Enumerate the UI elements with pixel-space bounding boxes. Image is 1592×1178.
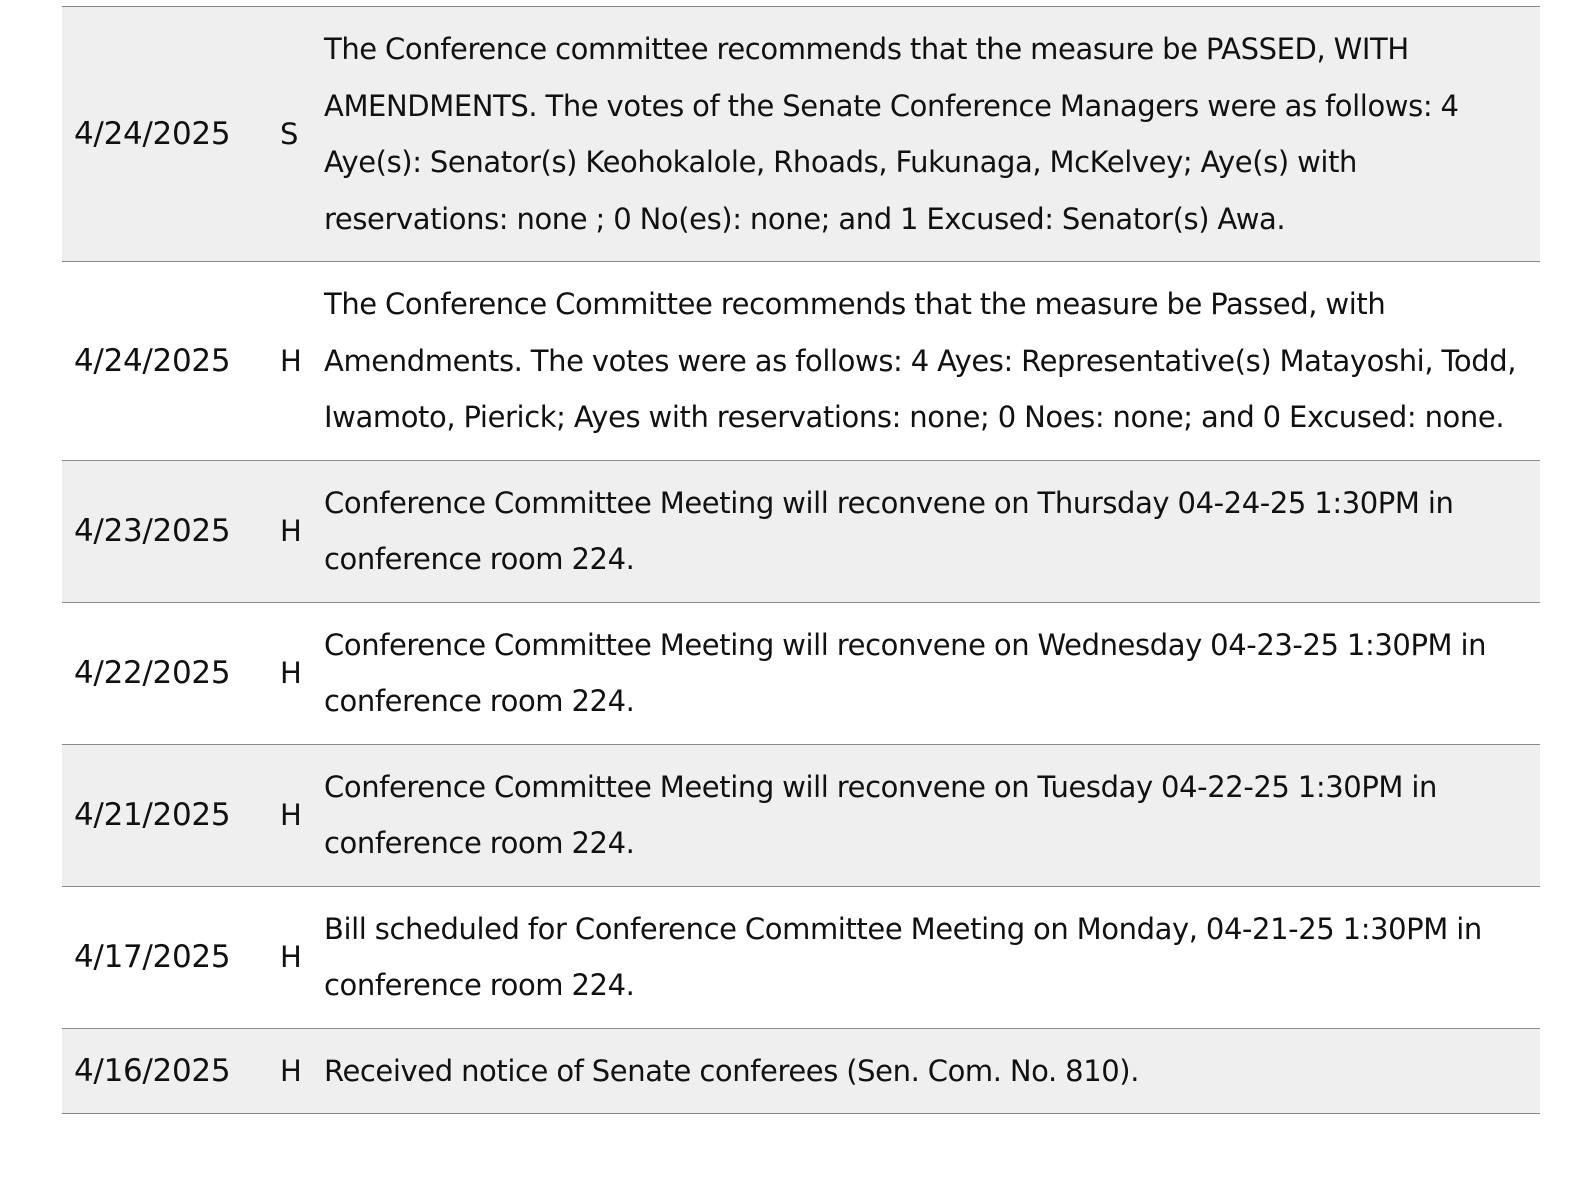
status-row [62,602,1540,744]
status-date: 4/16/2025 [62,1028,280,1114]
status-text: Conference Committee Meeting will reconvene on Tuesday 04-22-25 1:30PM in conference room 224. [324,744,1540,886]
status-row [62,1028,1540,1114]
status-text: Received notice of Senate conferees (Sen. Com. No. 810). [324,1028,1540,1114]
status-row [62,7,1540,262]
status-text: The Conference Committee recommends that the measure be Passed, with Amendments. The votes were as follows: 4 Ayes: Representative(s) Matayoshi, Todd, Iwamoto, Pierick; Ayes with reservations: none; 0 Noes: none; and 0 Excused: none. [324,262,1540,461]
status-chamber: H [280,744,324,886]
status-row [62,262,1540,461]
status-date: 4/17/2025 [62,886,280,1028]
status-text: Conference Committee Meeting will reconvene on Thursday 04-24-25 1:30PM in conference room 224. [324,460,1540,602]
status-row [62,460,1540,602]
status-date: 4/21/2025 [62,744,280,886]
status-text: The Conference committee recommends that the measure be PASSED, WITH AMENDMENTS. The votes of the Senate Conference Managers were as follows: 4 Aye(s): Senator(s) Keohokalole, Rhoads, Fukunaga, McKelvey; Aye(s) with reservations: none ; 0 No(es): none; and 1 Excused: Senator(s) Awa. [324,7,1540,262]
status-date: 4/24/2025 [62,7,280,262]
status-chamber: H [280,460,324,602]
bill-status-table [62,6,1540,1114]
status-row [62,886,1540,1028]
status-text: Bill scheduled for Conference Committee Meeting on Monday, 04-21-25 1:30PM in conference room 224. [324,886,1540,1028]
status-chamber: H [280,1028,324,1114]
status-date: 4/23/2025 [62,460,280,602]
status-row [62,744,1540,886]
status-chamber: H [280,262,324,461]
status-date: 4/22/2025 [62,602,280,744]
status-chamber: S [280,7,324,262]
status-text: Conference Committee Meeting will reconvene on Wednesday 04-23-25 1:30PM in conference room 224. [324,602,1540,744]
status-chamber: H [280,602,324,744]
status-chamber: H [280,886,324,1028]
status-date: 4/24/2025 [62,262,280,461]
